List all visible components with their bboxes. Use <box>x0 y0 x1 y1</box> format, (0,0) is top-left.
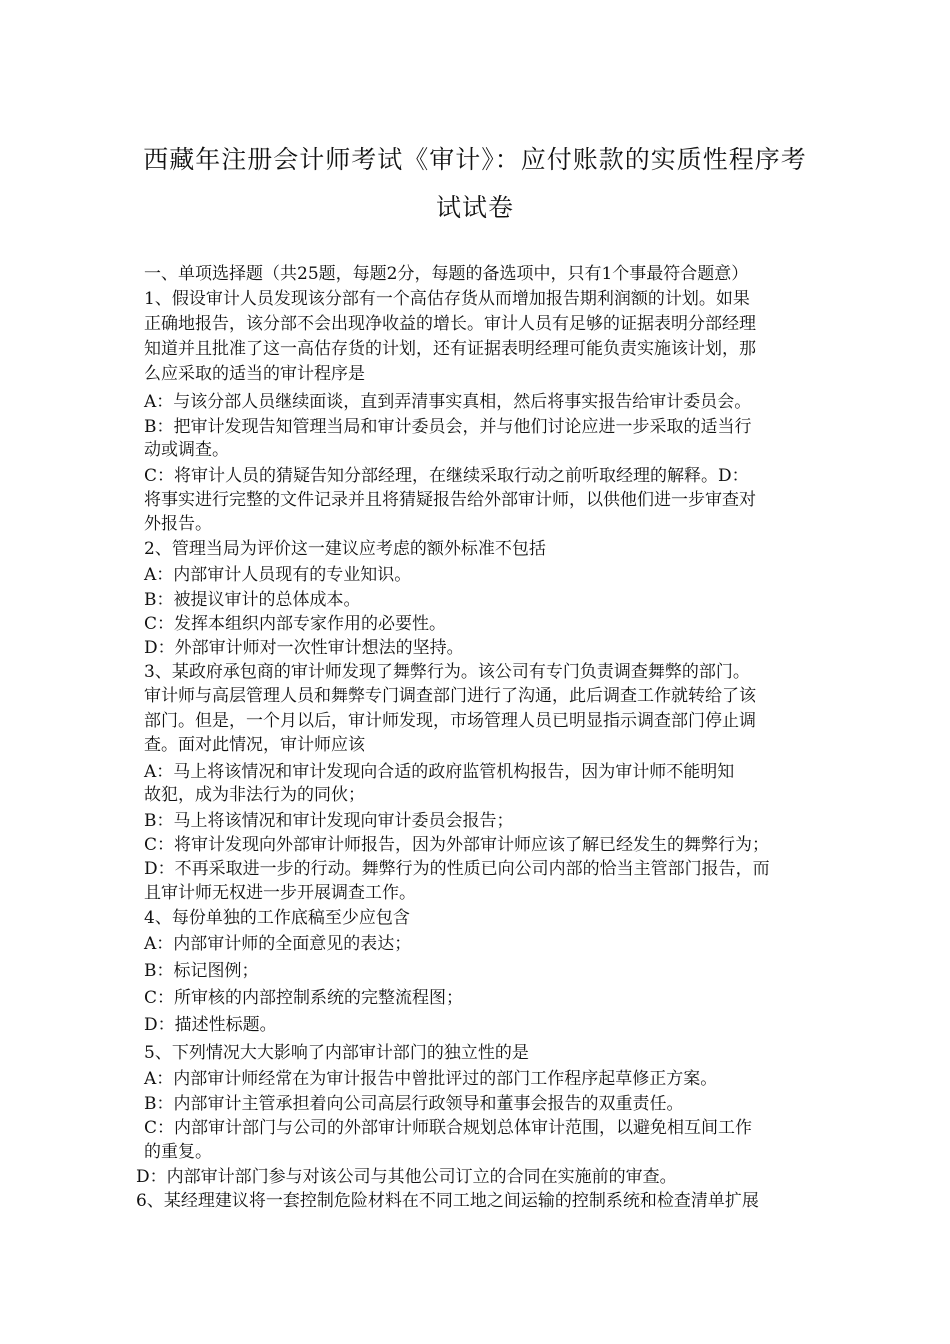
doc-title-line1: 西藏年注册会计师考试《审计》：应付账款的实质性程序考 <box>143 145 807 174</box>
question-3-line1: 3、某政府承包商的审计师发现了舞弊行为。该公司有专门负责调查舞弊的部门。 <box>144 662 750 682</box>
q1-option-d-line1: 将事实进行完整的文件记录并且将猜疑报告给外部审计师，以供他们进一步审查对 <box>144 490 756 510</box>
q2-option-d: D：外部审计师对一次性审计想法的坚持。 <box>144 638 464 658</box>
q4-option-c: C：所审核的内部控制系统的完整流程图； <box>144 988 464 1008</box>
q1-option-c: C：将审计人员的猜疑告知分部经理，在继续采取行动之前听取经理的解释。D： <box>144 466 749 486</box>
question-2: 2、管理当局为评价这一建议应考虑的额外标准不包括 <box>144 539 546 559</box>
q5-option-b: B：内部审计主管承担着向公司高层行政领导和董事会报告的双重责任。 <box>144 1094 684 1114</box>
question-3-line3: 部门。但是，一个月以后，审计师发现，市场管理人员已明显指示调查部门停止调 <box>144 711 756 731</box>
q3-option-b: B：马上将该情况和审计发现向审计委员会报告； <box>144 811 514 831</box>
q1-option-b-line2: 动或调查。 <box>144 440 229 460</box>
section-heading: 一、单项选择题（共25题，每题2分，每题的备选项中，只有1个事最符合题意） <box>144 264 749 284</box>
q5-option-c-line2: 的重复。 <box>144 1142 212 1162</box>
q3-option-d-line1: D：不再采取进一步的行动。舞弊行为的性质已向公司内部的恰当主管部门报告，而 <box>144 859 770 879</box>
question-1-line4: 么应采取的适当的审计程序是 <box>144 364 365 384</box>
q1-option-d-line2: 外报告。 <box>144 514 212 534</box>
question-3-line4: 查。面对此情况，审计师应该 <box>144 735 365 755</box>
question-1-line1: 1、假设审计人员发现该分部有一个高估存货从而增加报告期利润额的计划。如果 <box>144 289 750 309</box>
q1-option-b-line1: B：把审计发现告知管理当局和审计委员会，并与他们讨论应进一步采取的适当行 <box>144 417 752 437</box>
q4-option-b: B：标记图例； <box>144 961 259 981</box>
question-5: 5、下列情况大大影响了内部审计部门的独立性的是 <box>144 1043 529 1063</box>
q4-option-d: D：描述性标题。 <box>144 1015 277 1035</box>
q2-option-a: A：内部审计人员现有的专业知识。 <box>144 565 412 585</box>
q3-option-a-line2: 故犯，成为非法行为的同伙； <box>144 785 365 805</box>
question-1-line2: 正确地报告，该分部不会出现净收益的增长。审计人员有足够的证据表明分部经理 <box>144 314 756 334</box>
q4-option-a: A：内部审计师的全面意见的表达； <box>144 934 412 954</box>
q3-option-a-line1: A：马上将该情况和审计发现向合适的政府监管机构报告，因为审计师不能明知 <box>144 762 735 782</box>
q3-option-c: C：将审计发现向外部审计师报告，因为外部审计师应该了解已经发生的舞弊行为； <box>144 835 770 855</box>
question-1-line3: 知道并且批准了这一高估存货的计划，还有证据表明经理可能负责实施该计划，那 <box>144 339 756 359</box>
q1-option-a: A：与该分部人员继续面谈，直到弄清事实真相，然后将事实报告给审计委员会。 <box>144 392 752 412</box>
doc-title-line2: 试试卷 <box>435 193 514 222</box>
q5-option-c-line1: C：内部审计部门与公司的外部审计师联合规划总体审计范围，以避免相互间工作 <box>144 1118 753 1138</box>
q5-option-d: D：内部审计部门参与对该公司与其他公司订立的合同在实施前的审查。 <box>136 1167 677 1187</box>
q5-option-a: A：内部审计师经常在为审计报告中曾批评过的部门工作程序起草修正方案。 <box>144 1069 718 1089</box>
q3-option-d-line2: 且审计师无权进一步开展调查工作。 <box>144 883 416 903</box>
question-4: 4、每份单独的工作底稿至少应包含 <box>144 908 410 928</box>
q2-option-c: C：发挥本组织内部专家作用的必要性。 <box>144 614 447 634</box>
q2-option-b: B：被提议审计的总体成本。 <box>144 590 361 610</box>
question-6-line1: 6、某经理建议将一套控制危险材料在不同工地之间运输的控制系统和检查清单扩展 <box>136 1191 759 1211</box>
question-3-line2: 审计师与高层管理人员和舞弊专门调查部门进行了沟通，此后调查工作就转给了该 <box>144 686 756 706</box>
